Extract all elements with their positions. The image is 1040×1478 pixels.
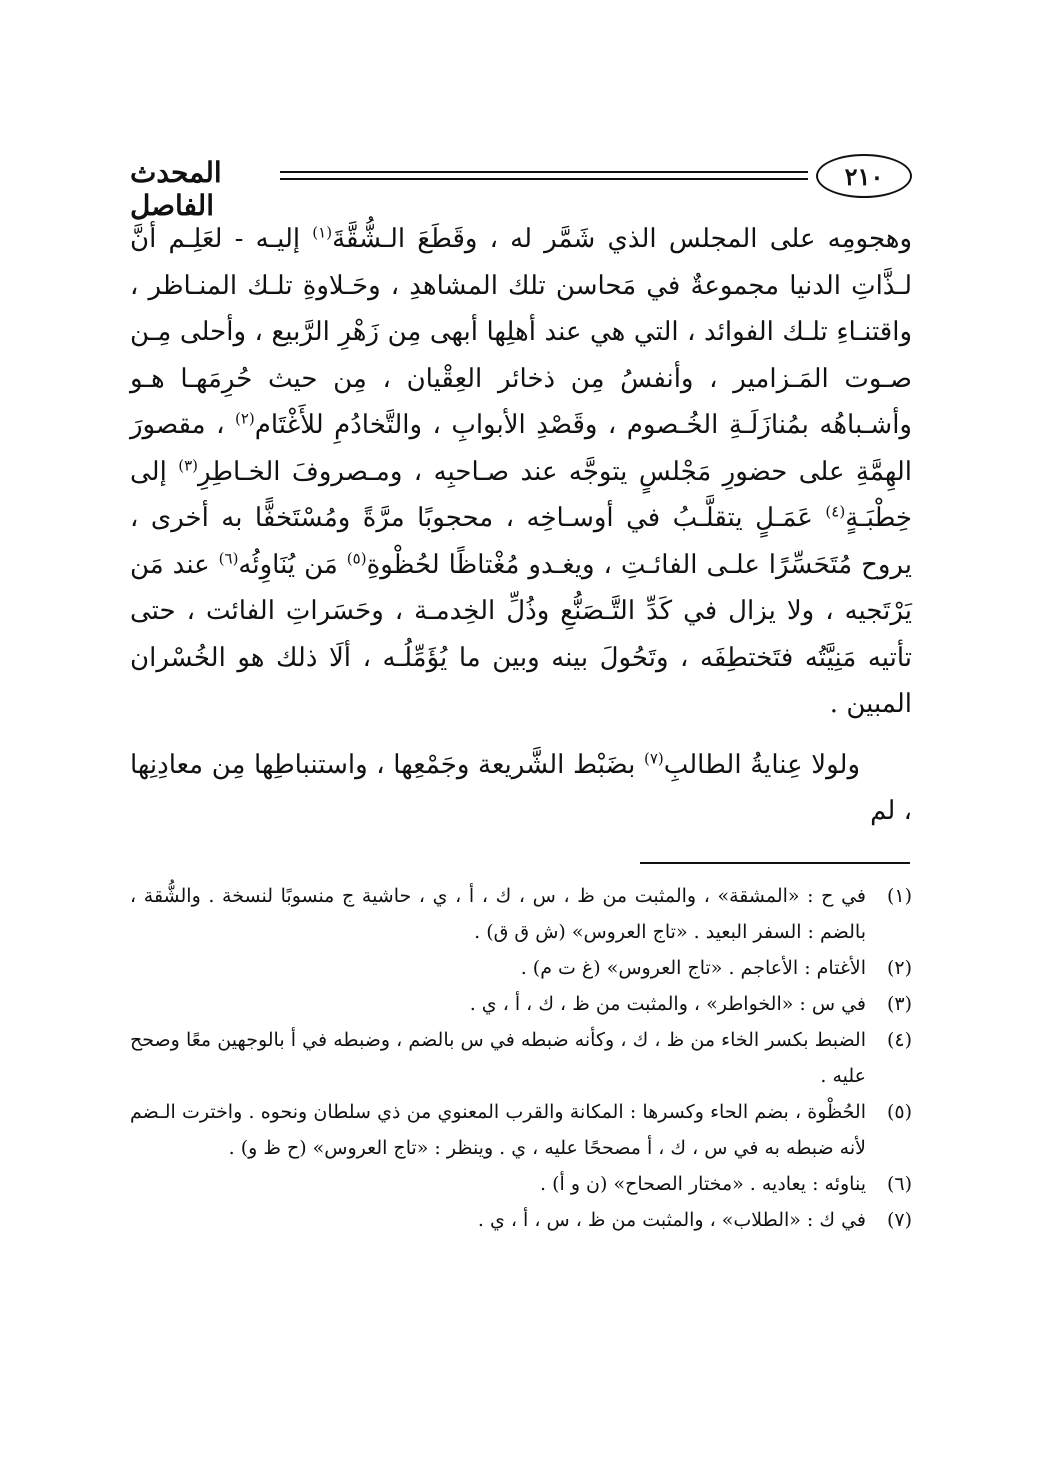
text-run: مَن يُنَاوِئُه	[238, 549, 347, 580]
text-run: إلى خِطْبَـةٍ	[130, 456, 912, 533]
footnote-ref-3[interactable]: (٣)	[178, 455, 198, 474]
main-text	[130, 216, 912, 835]
text-run: وهجومِه على المجلس الذي شَمَّر له ، وقَطَعَ الـشُّقَّةَ	[332, 224, 912, 254]
footnote-ref-7[interactable]: (٧)	[643, 748, 664, 767]
footnote-text: في ك : «الطلاب» ، والمثبت من ظ ، س ، أ ، ي .	[477, 1209, 866, 1231]
running-title: المحدث الفاصل	[130, 156, 222, 222]
text-run: ، مقصورَ الهِمَّةِ على حضورِ مَجْلسٍ يتوجَّه عند صـاحبِه ، ومـصروفَ الخـاطِرِ	[130, 410, 912, 487]
footnote-text: في س : «الخواطر» ، والمثبت من ظ ، ك ، أ ، ي .	[469, 993, 866, 1015]
footnote-ref-5[interactable]: (٥)	[346, 548, 367, 567]
text-run: عَمَـلٍ يتقلَّـبُ في أوسـاخِه ، محجوبًا مرَّةً ومُسْتَخفًّا به أخرى ، يروح مُتَحَسِّرًا علـى الفائـتِ ، ويغـدو مُغْتاظًا لحُظْوةِ	[130, 503, 913, 580]
footnote-5	[130, 1094, 912, 1166]
footnotes-list	[130, 878, 912, 1238]
text-run: ولولا عِنايةُ الطالبِ	[663, 749, 860, 780]
footnote-number: (٣)	[886, 993, 912, 1015]
footnote-1	[130, 878, 912, 950]
footnote-7	[130, 1202, 912, 1238]
footnote-number: (٤)	[886, 1029, 912, 1051]
body-paragraph-2	[130, 742, 912, 835]
footnote-text: الحُظْوة ، بضم الحاء وكسرها : المكانة والقرب المعنوي من ذي سلطان ونحوه . واخترت الـضم لأنه ضبطه به في س ، ك ، أ مصححًا عليه ، ي . وينظر : «تاج العروس» (ح ظ و) .	[130, 1101, 866, 1159]
header-double-rule	[280, 171, 808, 181]
footnote-ref-1[interactable]: (١)	[312, 223, 333, 242]
footnote-text: يناوئه : يعاديه . «مختار الصحاح» (ن و أ) .	[540, 1173, 866, 1195]
footnote-number: (١)	[886, 885, 912, 907]
footnote-text: الأغتام : الأعاجم . «تاج العروس» (غ ت م) .	[520, 957, 866, 979]
footnote-ref-2[interactable]: (٢)	[234, 409, 255, 428]
footnote-3	[130, 986, 912, 1022]
text-run: عند مَن يَرْتَجيه ، ولا يزال في كَدِّ التَّـصَنُّعِ وذُلِّ الخِدمـة ، وحَسَراتِ الفائت ، حتى تأتيه مَنِيَّتُه فتَختطِفَه ، وتَحُولَ بينه وبين ما يُؤَمِّلُـه ، ألَا ذلك هو الخُسْران المبين .	[130, 549, 912, 719]
footnote-4	[130, 1022, 912, 1094]
footnote-text: الضبط بكسر الخاء من ظ ، ك ، وكأنه ضبطه في س بالضم ، وضبطه في أ بالوجهين معًا وصحح عليه .	[130, 1029, 866, 1087]
body-paragraph-1	[130, 216, 912, 728]
footnote-number: (٧)	[886, 1209, 912, 1231]
footnote-ref-4[interactable]: (٤)	[825, 502, 846, 521]
footnote-text: في ح : «المشقة» ، والمثبت من ظ ، س ، ك ، أ ، ي ، حاشية ج منسوبًا لنسخة . والشُّقة ، بالضم : السفر البعيد . «تاج العروس» (ش ق ق) .	[130, 885, 866, 943]
footnote-ref-6[interactable]: (٦)	[218, 548, 239, 567]
footnote-number: (٦)	[886, 1173, 912, 1195]
footnote-6	[130, 1166, 912, 1202]
page-header	[130, 148, 912, 222]
footnote-2	[130, 950, 912, 986]
page-number: ٢١٠	[816, 154, 912, 198]
text-run: إليـه - لعَلِـم أنَّ لـذَّاتِ الدنيا مجموعةٌ في مَحاسن تلك المشاهدِ ، وحَـلاوةِ تلـك المنـاظر ، واقتنـاءِ تلـك الفوائد ، التي هي عند أهلِها أبهى مِن زَهْرِ الرَّبيع ، وأحلى مِـن صـوت المَـزامير ، وأنفسُ مِن ذخائر العِقْيان ، مِن حيث حُرِمَهـا هـو وأشـباهُه بمُنازَلَـةِ الخُـصوم ، وقَصْدِ الأبوابِ ، والتَّخادُمِ للأَغْتَام	[130, 224, 912, 440]
footnote-number: (٢)	[886, 957, 912, 979]
text-run: بضَبْط الشَّريعة وجَمْعِها ، واستنباطِها مِن معادِنِها ، لم	[130, 749, 912, 826]
footnote-separator	[640, 862, 910, 864]
footnote-number: (٥)	[886, 1101, 912, 1123]
